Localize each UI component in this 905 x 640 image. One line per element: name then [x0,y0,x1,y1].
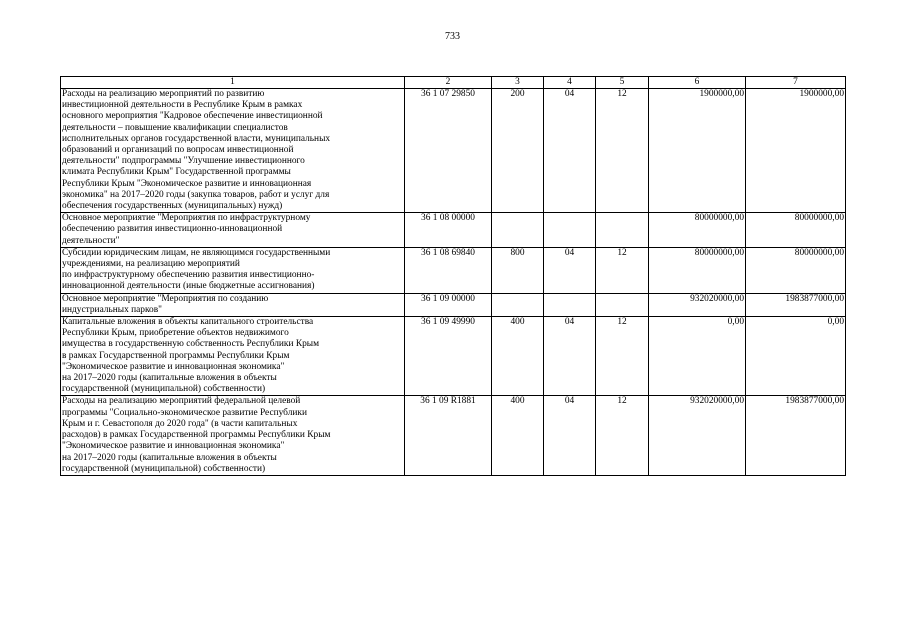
row-rz-code: 04 [544,247,596,293]
row-description: Капитальные вложения в объекты капитального строительства Республики Крым, приобретение объектов недвижимого имущества в государственную собственность Республики Крым в рамках Государственной программы Республики Крым "Экономическое развитие и инновационная экономика" на 2017–2020 годы (капитальные вложения в объекты государственной (муниципальной) собственности) [61,317,405,396]
row-sum-2: 1900000,00 [746,89,846,213]
row-vr-code: 400 [492,317,544,396]
row-sum-2: 1983877000,00 [746,396,846,475]
row-pr-code: 12 [596,247,649,293]
row-sum-2: 1983877000,00 [746,293,846,316]
header-col-3: 3 [492,77,544,89]
row-vr-code [492,213,544,248]
header-row [61,77,846,89]
row-sum-2: 80000000,00 [746,247,846,293]
table-row [61,293,846,316]
header-col-5: 5 [596,77,649,89]
row-rz-code: 04 [544,89,596,213]
row-pr-code: 12 [596,89,649,213]
table-row [61,317,846,396]
row-sum-2: 0,00 [746,317,846,396]
row-sum-1: 932020000,00 [649,396,746,475]
table-header [61,77,846,89]
row-vr-code: 400 [492,396,544,475]
row-csr-code: 36 1 08 00000 [405,213,492,248]
table-row [61,213,846,248]
table-body [61,89,846,476]
header-col-6: 6 [649,77,746,89]
table-row [61,247,846,293]
row-description: Субсидии юридическим лицам, не являющимся государственными учреждениями, на реализацию мероприятий по инфраструктурному обеспечению развития инвестиционно- инновационной деятельности (иные бюджетные ассигнования) [61,247,405,293]
row-csr-code: 36 1 09 00000 [405,293,492,316]
row-rz-code [544,293,596,316]
row-vr-code: 800 [492,247,544,293]
page-number: 733 [445,31,460,42]
header-col-1: 1 [61,77,405,89]
row-csr-code: 36 1 08 69840 [405,247,492,293]
row-rz-code: 04 [544,317,596,396]
row-pr-code [596,293,649,316]
row-csr-code: 36 1 09 R1881 [405,396,492,475]
row-sum-1: 80000000,00 [649,213,746,248]
header-col-2: 2 [405,77,492,89]
row-sum-2: 80000000,00 [746,213,846,248]
table-row [61,396,846,475]
row-sum-1: 932020000,00 [649,293,746,316]
table-row [61,89,846,213]
row-vr-code [492,293,544,316]
row-sum-1: 80000000,00 [649,247,746,293]
row-pr-code: 12 [596,396,649,475]
header-col-7: 7 [746,77,846,89]
budget-table [60,76,846,476]
row-pr-code [596,213,649,248]
header-col-4: 4 [544,77,596,89]
row-description: Расходы на реализацию мероприятий по развитию инвестиционной деятельности в Республике Крым в рамках основного мероприятия "Кадровое обеспечение инвестиционной деятельности – повышение квалификации специалистов исполнительных органов государственной власти, муниципальных образований и организаций по вопросам инвестиционной деятельности" подпрограммы "Улучшение инвестиционного климата Республики Крым" Государственной программы Республики Крым "Экономическое развитие и инновационная экономика" на 2017–2020 годы (закупка товаров, работ и услуг для обеспечения государственных (муниципальных) нужд) [61,89,405,213]
row-csr-code: 36 1 09 49990 [405,317,492,396]
row-sum-1: 1900000,00 [649,89,746,213]
row-csr-code: 36 1 07 29850 [405,89,492,213]
row-description: Основное мероприятие "Мероприятия по инфраструктурному обеспечению развития инвестиционно-инновационной деятельности" [61,213,405,248]
row-rz-code [544,213,596,248]
row-rz-code: 04 [544,396,596,475]
row-description: Основное мероприятие "Мероприятия по созданию индустриальных парков" [61,293,405,316]
row-description: Расходы на реализацию мероприятий федеральной целевой программы "Социально-экономическое развитие Республики Крым и г. Севастополя до 2020 года" (в части капитальных расходов) в рамках Государственной программы Республики Крым "Экономическое развитие и инновационная экономика" на 2017–2020 годы (капитальные вложения в объекты государственной (муниципальной) собственности) [61,396,405,475]
row-pr-code: 12 [596,317,649,396]
row-vr-code: 200 [492,89,544,213]
row-sum-1: 0,00 [649,317,746,396]
